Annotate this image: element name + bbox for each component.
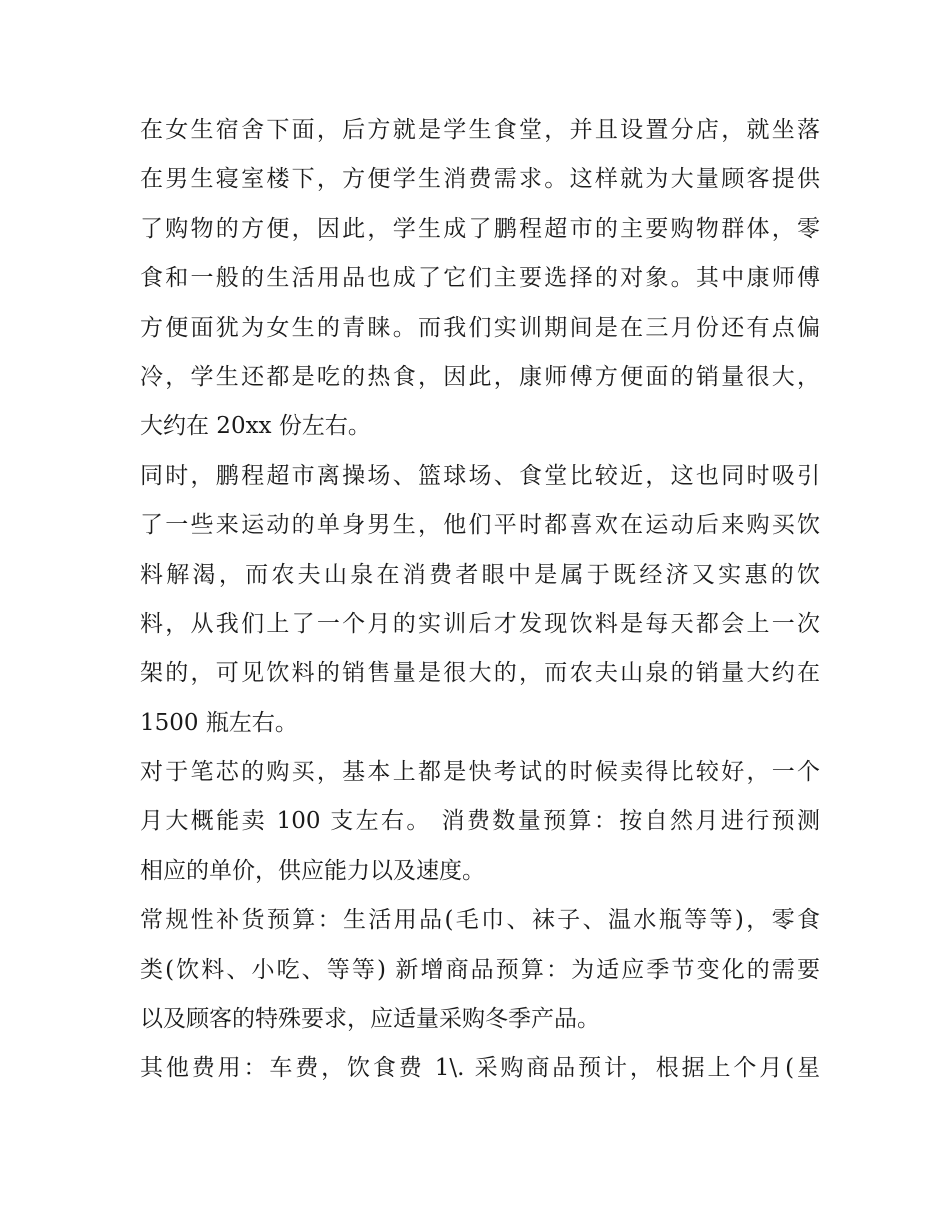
text-line: 在女生宿舍下面，后方就是学生食堂，并且设置分店，就坐落 bbox=[140, 117, 820, 143]
text-line: 对于笔芯的购买，基本上都是快考试的时候卖得比较好，一个 bbox=[140, 759, 820, 786]
text-line: 月大概能卖 100 支左右。 消费数量预算：按自然月进行预测 bbox=[140, 808, 820, 835]
text-line: 1500 瓶左右。 bbox=[140, 709, 298, 736]
text-line: 以及顾客的特殊要求，应适量采购冬季产品。 bbox=[140, 1006, 600, 1033]
text-line: 相应的单价，供应能力以及速度。 bbox=[140, 857, 485, 884]
text-line: 了购物的方便，因此，学生成了鹏程超市的主要购物群体，零 bbox=[140, 215, 820, 242]
text-line: 料，从我们上了一个月的实训后才发现饮料是每天都会上一次 bbox=[140, 610, 820, 637]
text-line: 架的，可见饮料的销售量是很大的，而农夫山泉的销量大约在 bbox=[140, 660, 820, 687]
paragraph-1 bbox=[140, 106, 820, 452]
paragraph-4 bbox=[140, 896, 820, 1044]
text-line: 了一些来运动的单身男生，他们平时都喜欢在运动后来购买饮 bbox=[140, 512, 820, 539]
text-line: 其他费用：车费，饮食费 1\. 采购商品预计，根据上个月(星 bbox=[140, 1055, 820, 1082]
document-body bbox=[140, 106, 820, 1094]
paragraph-5 bbox=[140, 1044, 820, 1093]
text-line: 类(饮料、小吃、等等) 新增商品预算：为适应季节变化的需要 bbox=[140, 956, 820, 983]
text-line: 料解渴，而农夫山泉在消费者眼中是属于既经济又实惠的饮 bbox=[140, 561, 820, 588]
text-line: 方便面犹为女生的青睐。而我们实训期间是在三月份还有点偏 bbox=[140, 314, 820, 341]
paragraph-2 bbox=[140, 452, 820, 748]
text-line: 大约在 20xx 份左右。 bbox=[140, 413, 371, 440]
text-line: 常规性补货预算：生活用品(毛巾、袜子、温水瓶等等)，零食 bbox=[140, 907, 820, 934]
paragraph-3 bbox=[140, 748, 820, 896]
text-line: 同时，鹏程超市离操场、篮球场、食堂比较近，这也同时吸引 bbox=[140, 462, 820, 489]
text-line: 在男生寝室楼下，方便学生消费需求。这样就为大量顾客提供 bbox=[140, 166, 820, 193]
text-line: 冷，学生还都是吃的热食，因此，康师傅方便面的销量很大， bbox=[140, 363, 820, 390]
text-line: 食和一般的生活用品也成了它们主要选择的对象。其中康师傅 bbox=[140, 265, 820, 292]
